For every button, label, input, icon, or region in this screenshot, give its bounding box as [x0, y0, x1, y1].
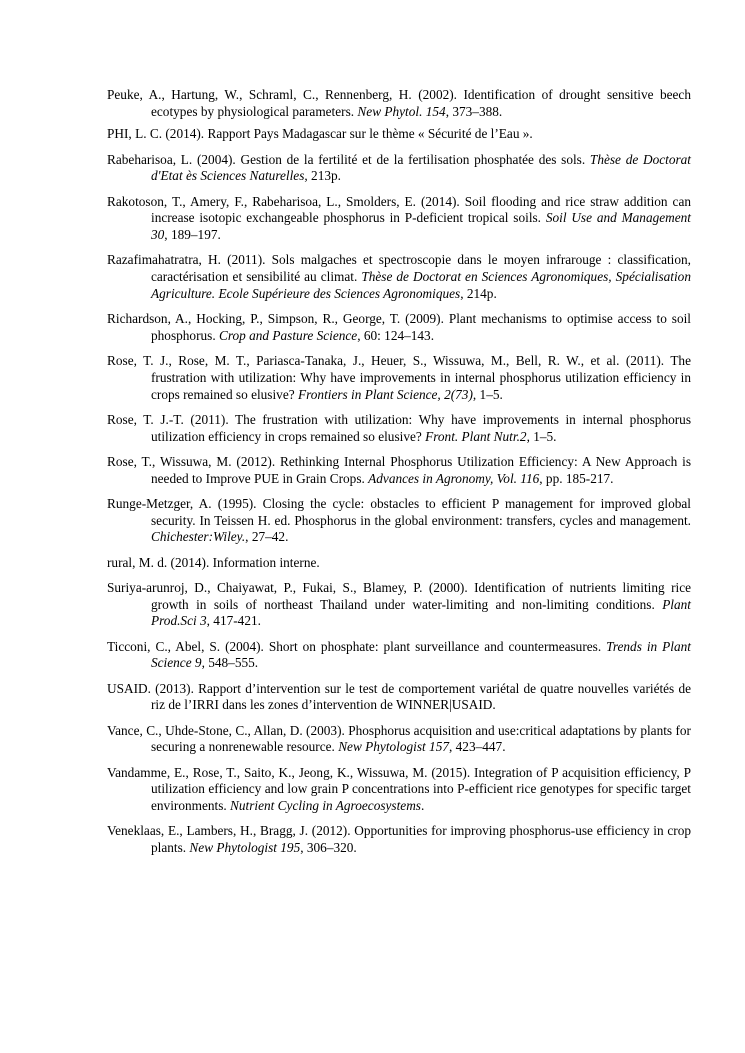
reference-entry [107, 152, 691, 185]
reference-source: Soil Use and Management 30 [151, 210, 691, 243]
reference-entry [107, 454, 691, 487]
reference-text: Ticconi, C., Abel, S. (2004). Short on phosphate: plant surveillance and countermeasures. [107, 638, 607, 654]
reference-text: Rose, T. J., Rose, M. T., Pariasca-Tanaka, J., Heuer, S., Wissuwa, M., Bell, R. W., et al. (2011). The frustration with utilization: Why have improvements in internal phosphorus utilization efficiency in crops remained so elusive? [107, 353, 691, 402]
reference-pages: , 306–320. [300, 839, 357, 855]
reference-entry [107, 412, 691, 445]
reference-pages: , pp. 185-217. [539, 470, 614, 486]
reference-text: Vandamme, E., Rose, T., Saito, K., Jeong, K., Wissuwa, M. (2015). Integration of P acquisition efficiency, P utilization efficiency and low grain P concentrations into P-efficient rice genotypes for specific target environments. [107, 764, 691, 813]
reference-text: PHI, L. C. (2014). Rapport Pays Madagascar sur le thème « Sécurité de l’Eau ». [107, 126, 533, 142]
reference-pages: , 423–447. [449, 739, 506, 755]
reference-text: Peuke, A., Hartung, W., Schraml, C., Rennenberg, H. (2002). Identification of drought sensitive beech ecotypes by physiological parameters. [107, 87, 691, 119]
reference-entry [107, 252, 691, 302]
reference-pages: , 373–388. [445, 103, 503, 119]
reference-source: Thèse de Doctorat en Sciences Agronomiques, Spécialisation Agriculture. Ecole Supérieure des Sciences Agronomiques [151, 269, 691, 301]
reference-source: New Phytol. 154 [357, 103, 446, 119]
reference-pages: , 189–197. [164, 227, 221, 243]
reference-list [107, 87, 691, 865]
reference-source: Thèse de Doctorat d'Etat ès Sciences Naturelles [151, 151, 691, 184]
reference-text: Rakotoson, T., Amery, F., Rabeharisoa, L., Smolders, E. (2014). Soil flooding and rice straw addition can increase isotopic exchangeable phosphorus in P-deficient tropical soils. [107, 193, 691, 226]
reference-entry [107, 765, 691, 815]
reference-source: New Phytologist 157 [338, 739, 449, 755]
reference-text: Rose, T., Wissuwa, M. (2012). Rethinking Internal Phosphorus Utilization Efficiency: A New Approach is needed to Improve PUE in Grain Crops. [107, 453, 691, 486]
reference-text: Rabeharisoa, L. (2004). Gestion de la fertilité et de la fertilisation phosphatée des sols. [107, 151, 590, 167]
reference-entry [107, 681, 691, 714]
reference-source: Front. Plant Nutr.2 [425, 428, 527, 444]
reference-source: Frontiers in Plant Science, 2(73) [297, 386, 473, 402]
reference-text: Suriya-arunroj, D., Chaiyawat, P., Fukai, S., Blamey, P. (2000). Identification of nutrients limiting rice growth in soils of northeast Thailand under water-limiting and non-limiting conditions. [107, 579, 691, 612]
reference-entry [107, 723, 691, 756]
reference-text: Richardson, A., Hocking, P., Simpson, R., George, T. (2009). Plant mechanisms to optimise access to soil phosphorus. [107, 311, 691, 343]
reference-pages: , 60: 124–143. [357, 327, 435, 343]
reference-text: Veneklaas, E., Lambers, H., Bragg, J. (2012). Opportunities for improving phosphorus-use efficiency in crop plants. [107, 823, 691, 855]
reference-text: USAID. (2013). Rapport d’intervention sur le test de comportement variétal de quatre nouvelles variétés de riz de l’IRRI dans les zones d’intervention de WINNER|USAID. [107, 680, 691, 713]
reference-entry [107, 823, 691, 856]
reference-pages: , 1–5. [472, 386, 503, 402]
reference-text: Razafimahatratra, H. (2011). Sols malgaches et spectroscopie dans le moyen infrarouge : classification, caractérisation et sensibilité au climat. [107, 252, 691, 285]
reference-entry [107, 126, 691, 143]
reference-entry [107, 87, 691, 120]
reference-pages: , 27–42. [245, 529, 289, 545]
reference-pages: , 548–555. [201, 655, 259, 671]
reference-entry [107, 353, 691, 403]
reference-entry [107, 639, 691, 672]
reference-pages: , 417-421. [206, 613, 261, 629]
reference-pages: , 213p. [304, 168, 341, 184]
reference-text: rural, M. d. (2014). Information interne. [107, 554, 320, 570]
reference-entry [107, 194, 691, 244]
reference-source: Plant Prod.Sci 3 [151, 596, 691, 629]
reference-pages: , 214p. [460, 285, 497, 301]
reference-pages: , 1–5. [526, 428, 557, 444]
reference-entry [107, 496, 691, 546]
reference-pages: . [420, 797, 425, 813]
reference-entry [107, 555, 691, 572]
reference-source: Nutrient Cycling in Agroecosystems [230, 797, 421, 813]
reference-text: Vance, C., Uhde-Stone, C., Allan, D. (2003). Phosphorus acquisition and use:critical adaptations by plants for securing a nonrenewable resource. [107, 722, 691, 755]
reference-source: Crop and Pasture Science [218, 327, 358, 343]
reference-entry [107, 311, 691, 344]
reference-source: Trends in Plant Science 9 [151, 638, 691, 671]
reference-entry [107, 580, 691, 630]
reference-source: Chichester:Wiley. [151, 529, 246, 545]
reference-text: Rose, T. J.-T. (2011). The frustration with utilization: Why have improvements in internal phosphorus utilization efficiency in crops remained so elusive? [107, 411, 691, 444]
reference-source: Advances in Agronomy, Vol. 116 [368, 470, 540, 486]
reference-text: Runge-Metzger, A. (1995). Closing the cycle: obstacles to efficient P management for improved global security. In Teissen H. ed. Phosphorus in the global environment: transfers, cycles and management. [107, 495, 691, 528]
reference-source: New Phytologist 195 [189, 839, 301, 855]
